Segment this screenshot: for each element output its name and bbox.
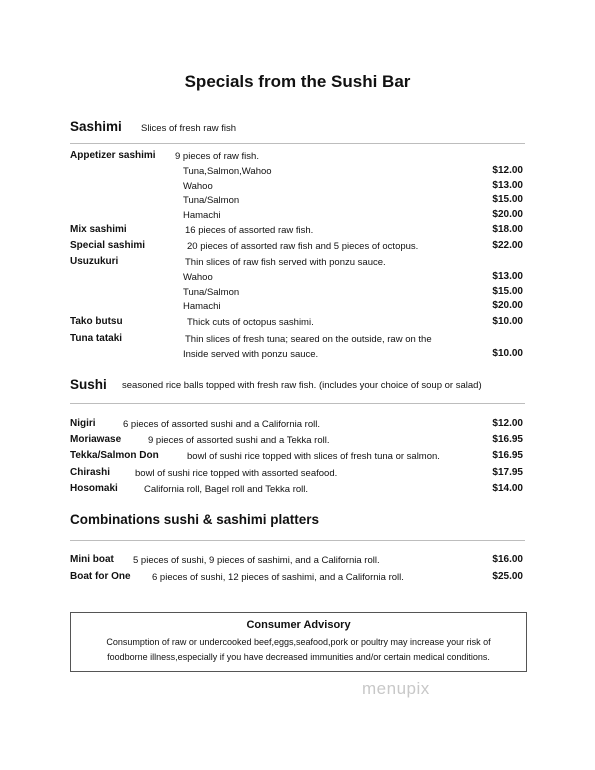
sashimi-tagline: Slices of fresh raw fish — [141, 123, 237, 134]
mix-sashimi-name: Mix sashimi — [70, 224, 127, 235]
combo-item-desc: 5 pieces of sushi, 9 pieces of sashimi, and a California roll. — [133, 555, 380, 566]
sashimi-divider — [70, 143, 525, 144]
usuzukuri-option-label: Wahoo — [183, 272, 213, 283]
consumer-advisory-line1: Consumption of raw or undercooked beef,eggs,seafood,pork or poultry may increase your risk of — [106, 637, 491, 647]
menupix-watermark: menupix — [362, 679, 430, 698]
usuzukuri-name: Usuzukuri — [70, 256, 119, 267]
sushi-item-name: Nigiri — [70, 418, 96, 429]
sushi-item-name: Hosomaki — [70, 483, 118, 494]
sushi-item-name: Moriawase — [70, 434, 122, 445]
sushi-item-price: $14.00 — [492, 483, 523, 494]
special-sashimi-price: $22.00 — [492, 240, 523, 251]
appetizer-option-label: Tuna/Salmon — [183, 195, 240, 206]
sushi-tagline: seasoned rice balls topped with fresh raw fish. (includes your choice of soup or salad) — [122, 380, 482, 391]
mix-sashimi-desc: 16 pieces of assorted raw fish. — [185, 225, 314, 236]
appetizer-sashimi-desc: 9 pieces of raw fish. — [175, 151, 259, 162]
sushi-divider — [70, 403, 525, 404]
usuzukuri-option-price: $13.00 — [492, 271, 523, 282]
appetizer-option-price: $12.00 — [492, 165, 523, 176]
sushi-item-name: Tekka/Salmon Don — [70, 450, 159, 461]
combo-item-name: Boat for One — [70, 571, 131, 582]
tuna-tataki-desc-line1: Thin slices of fresh tuna; seared on the outside, raw on the — [185, 334, 432, 345]
combos-heading: Combinations sushi & sashimi platters — [70, 512, 320, 527]
sushi-item-desc: California roll, Bagel roll and Tekka roll. — [144, 484, 309, 495]
sushi-item-price: $16.95 — [492, 434, 523, 445]
sushi-item-desc: 9 pieces of assorted sushi and a Tekka roll. — [148, 435, 330, 446]
appetizer-option-price: $13.00 — [492, 180, 523, 191]
combo-item-price: $25.00 — [492, 571, 523, 582]
appetizer-sashimi-name: Appetizer sashimi — [70, 150, 156, 161]
sushi-item-price: $16.95 — [492, 450, 523, 461]
usuzukuri-desc: Thin slices of raw fish served with ponzu sauce. — [185, 257, 386, 268]
appetizer-option-label: Wahoo — [183, 181, 213, 192]
usuzukuri-option-label: Tuna/Salmon — [183, 287, 240, 298]
tuna-tataki-price: $10.00 — [492, 348, 523, 359]
tako-butsu-name: Tako butsu — [70, 316, 123, 327]
sushi-item-desc: bowl of sushi rice topped with assorted seafood. — [135, 468, 338, 479]
sushi-item-price: $17.95 — [492, 467, 523, 478]
tuna-tataki-desc-line2: Inside served with ponzu sauce. — [183, 349, 319, 360]
sushi-item-desc: 6 pieces of assorted sushi and a California roll. — [123, 419, 320, 430]
appetizer-option-price: $15.00 — [492, 194, 523, 205]
combos-divider — [70, 540, 525, 541]
sushi-item-desc: bowl of sushi rice topped with slices of fresh tuna or salmon. — [187, 451, 440, 462]
consumer-advisory-line2: foodborne illness,especially if you have decreased immunities and/or certain medical conditions. — [107, 652, 490, 662]
special-sashimi-desc: 20 pieces of assorted raw fish and 5 pieces of octopus. — [187, 241, 419, 252]
consumer-advisory-title: Consumer Advisory — [246, 619, 351, 631]
sushi-heading: Sushi — [70, 377, 107, 392]
usuzukuri-option-price: $20.00 — [492, 300, 523, 311]
appetizer-option-label: Tuna,Salmon,Wahoo — [183, 166, 272, 177]
special-sashimi-name: Special sashimi — [70, 240, 146, 251]
combo-item-price: $16.00 — [492, 554, 523, 565]
mix-sashimi-price: $18.00 — [492, 224, 523, 235]
usuzukuri-option-label: Hamachi — [183, 301, 221, 312]
tuna-tataki-name: Tuna tataki — [70, 333, 123, 344]
appetizer-option-label: Hamachi — [183, 210, 221, 221]
page-title: Specials from the Sushi Bar — [184, 72, 411, 91]
consumer-advisory-box — [70, 612, 527, 672]
tako-butsu-desc: Thick cuts of octopus sashimi. — [187, 317, 314, 328]
sashimi-heading: Sashimi — [70, 119, 122, 134]
appetizer-option-price: $20.00 — [492, 209, 523, 220]
combo-item-name: Mini boat — [70, 554, 114, 565]
sushi-item-name: Chirashi — [70, 467, 111, 478]
combo-item-desc: 6 pieces of sushi, 12 pieces of sashimi, and a California roll. — [152, 572, 404, 583]
sushi-item-price: $12.00 — [492, 418, 523, 429]
tako-butsu-price: $10.00 — [492, 316, 523, 327]
usuzukuri-option-price: $15.00 — [492, 286, 523, 297]
